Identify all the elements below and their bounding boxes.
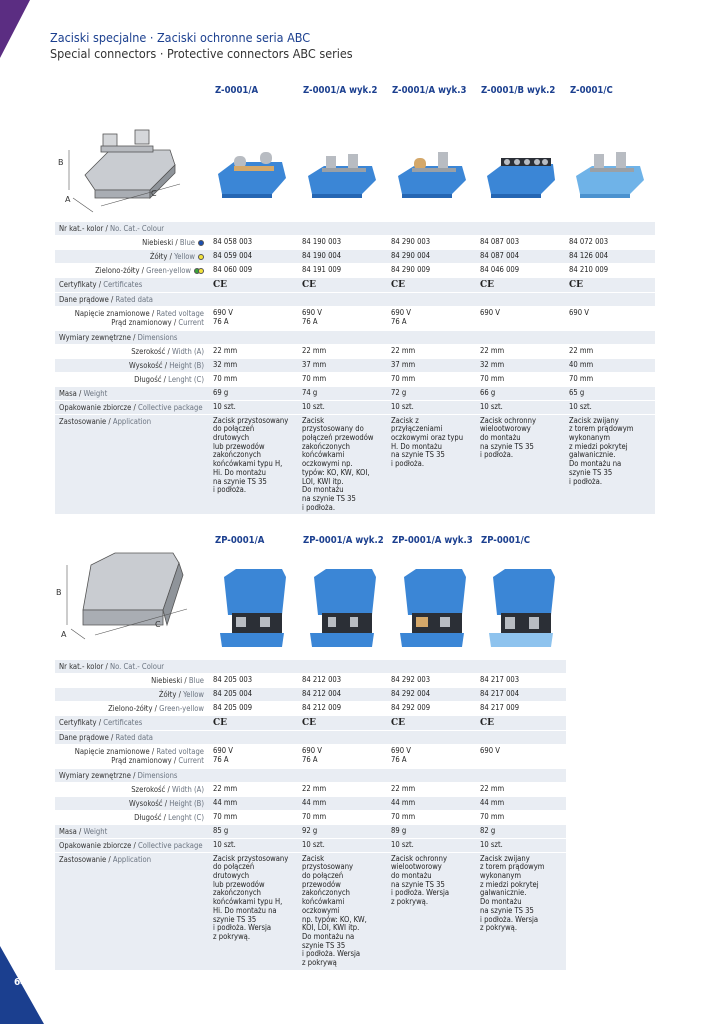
table-cell: 84 190 004 [299, 250, 388, 263]
row-label-en: Green-yellow [159, 704, 204, 713]
table-row: Długość / Lenght (C) 70 mm 70 mm 70 mm 70 mm 70 mm [55, 373, 656, 387]
column-header: Z-0001/B wyk.2 [481, 85, 556, 96]
table-row: Zielono-żółty / Green-yellow 84 060 009 84 191 009 84 290 009 84 046 009 84 210 009 [55, 264, 656, 278]
ce-mark-icon: CE [299, 716, 388, 730]
row-label-en: Width (A) [171, 346, 204, 356]
table-cell: 32 mm [210, 359, 299, 372]
row-label: Prąd znamionowy [111, 318, 172, 328]
column-header: Z-0001/A [215, 85, 259, 96]
ce-mark-icon: CE [210, 278, 299, 292]
table-cell: 84 212 004 [299, 688, 388, 701]
table-cell: 92 g [299, 825, 388, 838]
row-label-en: Lenght (C) [168, 374, 204, 384]
row-label: Opakowanie zbiorcze [59, 402, 132, 412]
table-row: Zastosowanie / Application Zacisk przystosowany do połączeń drutowych lub przewodów zakończonych końcówkami typu H, Hi. Do montażu na szynie TS 35 i podłoża. Zacisk przystosowany do połączeń przewodów zakończonych końcówkami oczkowymi np. typów: KO, KW, KOI, LOI, KWI itp. Do montażu na szynie TS 35 i podłoża. Zacisk z przyłączeniami oczkowymi oraz typu H. Do montażu na szynie TS 35 i podłoża. Zacisk ochronny wielootworowy do montażu na szynie TS 35 i podłoża. Zacisk zwijany z torem prądowym wykonanym z miedzi pokrytej galwanicznie. Do montażu na szynie TS 35 i podłoża. [55, 415, 656, 516]
table-cell: 22 mm [391, 783, 416, 793]
table-cell: 690 V 76 A [302, 308, 322, 327]
table-cell: 82 g [477, 825, 566, 838]
column-header: ZP-0001/A wyk.3 [392, 535, 473, 546]
table-cell: 72 g [388, 387, 477, 400]
row-label-en: Rated voltage [156, 747, 204, 757]
ce-mark-icon: CE [210, 716, 299, 730]
row-label-en: Width (A) [171, 784, 204, 794]
row-label: Certyfikaty [59, 718, 97, 727]
row-label-en: Weight [83, 826, 108, 836]
product-photo [481, 140, 561, 200]
column-header: ZP-0001/A wyk.2 [303, 535, 384, 546]
table-cell: 70 mm [480, 373, 505, 383]
table-row: Szerokość / Width (A) 22 mm 22 mm 22 mm 22 mm [55, 783, 656, 797]
row-label-en: Lenght (C) [168, 812, 204, 822]
application-cell: Zacisk przystosowany do połączeń przewodów zakończonych końcówkami oczkowymi np. typów: KO, KW, KOI, LOI, KWI itp. Do montażu na szynie TS 35 i podłoża. [299, 415, 388, 515]
table-cell: 84 210 009 [569, 265, 609, 274]
table-cell: 84 190 003 [302, 237, 342, 246]
technical-drawing [55, 120, 205, 215]
table-cell: 84 292 004 [388, 688, 477, 701]
row-label-en: Current [178, 318, 204, 328]
table-cell: 22 mm [213, 345, 238, 355]
table-cell: 690 V [569, 308, 589, 318]
table-cell: 84 290 004 [388, 250, 477, 263]
table-cell: 22 mm [391, 345, 416, 355]
table-cell: 89 g [388, 825, 477, 838]
table-cell: 44 mm [388, 797, 477, 810]
row-label: Napięcie znamionowe [74, 747, 150, 757]
yellow-dot-icon [198, 254, 204, 260]
table-cell: 690 V [480, 746, 500, 756]
column-header: Z-0001/A wyk.3 [392, 85, 467, 96]
table-cell: 84 205 009 [213, 703, 253, 712]
product-photo [212, 565, 292, 655]
table-row: Certyfikaty / Certificates CE CE CE CE CE [55, 278, 656, 293]
row-label: Masa [59, 388, 77, 398]
row-label-en: Yellow [183, 690, 204, 699]
application-cell: Zacisk przystosowany do połączeń drutowych lub przewodów zakończonych końcówkami typu H, Hi. Do montażu na szynie TS 35 i podłoża. [210, 415, 299, 515]
product-photo [302, 565, 382, 655]
application-cell: Zacisk ochronny wielootworowy do montażu na szynie TS 35 i podłoża. Wersja z pokrywą. [388, 853, 477, 970]
corner-decoration-top [0, 0, 30, 58]
row-label: Długość [134, 812, 162, 822]
dimension-label-c: C [155, 620, 161, 629]
row-label-en: Dimensions [137, 332, 178, 342]
dimension-label-a: A [65, 195, 71, 204]
table-row: Nr kat.- kolor / No. Cat.- Colour [55, 222, 656, 236]
table-row: Dane prądowe / Rated data [55, 731, 656, 745]
row-label-en: Application [112, 854, 152, 864]
product-photo [570, 140, 650, 200]
row-label-en: Rated data [115, 733, 153, 743]
table-cell: 70 mm [391, 373, 416, 383]
table-cell: 70 mm [569, 373, 594, 383]
row-label-en: Current [178, 756, 204, 766]
table-cell: 10 szt. [299, 401, 388, 414]
table-cell: 84 212 009 [302, 703, 342, 712]
table-cell: 70 mm [213, 811, 238, 821]
table-row: Niebieski / Blue 84 058 003 84 190 003 84 290 003 84 087 003 84 072 003 [55, 236, 656, 250]
row-label: Nr kat.- kolor [59, 662, 104, 671]
dimension-label-a: A [61, 630, 67, 639]
application-cell: Zacisk zwijany z torem prądowym wykonanym z miedzi pokrytej galwanicznie. Do montażu na szynie TS 35 i podłoża. Wersja z pokrywą. [477, 853, 566, 970]
row-label-en: Rated voltage [156, 309, 204, 319]
dimension-label-b: B [58, 158, 64, 167]
dimension-label-b: B [56, 588, 62, 597]
application-cell: Zacisk przystosowany do połączeń przewodów zakończonych końcówkami oczkowymi np. typów: KO, KW, KOI, LOI, KWI itp. Do montażu na szynie TS 35 i podłoża. Wersja z pokrywą [299, 853, 388, 970]
table-row: Żółty / Yellow 84 205 004 84 212 004 84 292 004 84 217 004 [55, 688, 656, 702]
row-label: Zastosowanie [59, 416, 107, 426]
table-row: Dane prądowe / Rated data [55, 293, 656, 307]
table-cell: 84 205 003 [213, 675, 253, 684]
application-cell: Zacisk z przyłączeniami oczkowymi oraz typu H. Do montażu na szynie TS 35 i podłoża. [388, 415, 477, 515]
table-cell: 10 szt. [477, 401, 566, 414]
table-cell: 66 g [477, 387, 566, 400]
table-cell: 84 059 004 [210, 250, 299, 263]
ce-mark-icon: CE [388, 716, 477, 730]
table-cell: 10 szt. [210, 401, 299, 414]
table-cell: 85 g [210, 825, 299, 838]
row-label: Napięcie znamionowe [74, 309, 150, 319]
row-label-en: Certificates [103, 280, 143, 289]
table-cell: 84 060 009 [213, 265, 253, 274]
blue-dot-icon [198, 240, 204, 246]
row-label: Żółty [158, 690, 177, 699]
row-label-en: Dimensions [137, 770, 178, 780]
spec-table-1 [55, 222, 656, 515]
table-cell: 70 mm [302, 811, 327, 821]
application-cell: Zacisk ochronny wielootworowy do montażu na szynie TS 35 i podłoża. [477, 415, 566, 515]
table-cell: 690 V 76 A [391, 308, 411, 327]
table-cell: 10 szt. [299, 839, 388, 852]
table-cell: 22 mm [480, 345, 505, 355]
table-cell: 84 058 003 [213, 237, 253, 246]
table-cell: 84 292 009 [391, 703, 431, 712]
table-row: Napięcie znamionowe / Rated voltage Prąd znamionowy / Current 690 V 76 A 690 V 76 A 690 V 76 A 690 V 690 V [55, 307, 656, 330]
row-label-en: Application [112, 416, 152, 426]
technical-drawing [55, 545, 205, 645]
table-cell: 70 mm [302, 373, 327, 383]
product-photo [212, 140, 292, 200]
table-row: Długość / Lenght (C) 70 mm 70 mm 70 mm 70 mm [55, 811, 656, 825]
table-cell: 44 mm [477, 797, 566, 810]
table-cell: 690 V [480, 308, 500, 318]
column-header: Z-0001/A wyk.2 [303, 85, 378, 96]
row-label-en: Blue [179, 238, 195, 247]
row-label: Wymiary zewnętrzne [59, 770, 131, 780]
table-row: Certyfikaty / Certificates CE CE CE CE [55, 716, 656, 731]
table-row: Masa / Weight 69 g 74 g 72 g 66 g 65 g [55, 387, 656, 401]
product-photo [392, 565, 472, 655]
table-row: Szerokość / Width (A) 22 mm 22 mm 22 mm 22 mm 22 mm [55, 345, 656, 359]
ce-mark-icon: CE [477, 716, 566, 730]
table-cell: 10 szt. [477, 839, 566, 852]
row-label-en: Rated data [115, 295, 153, 305]
row-label: Zielono-żółty [108, 704, 153, 713]
row-label: Niebieski [142, 238, 174, 247]
row-label-en: Yellow [174, 252, 195, 261]
row-label: Żółty [149, 252, 168, 261]
table-cell: 84 292 003 [391, 675, 431, 684]
table-row: Opakowanie zbiorcze / Collective package 10 szt. 10 szt. 10 szt. 10 szt. [55, 839, 656, 853]
table-row: Masa / Weight 85 g 92 g 89 g 82 g [55, 825, 656, 839]
table-cell: 10 szt. [210, 839, 299, 852]
table-cell: 84 290 003 [391, 237, 431, 246]
row-label-en: Blue [188, 676, 204, 685]
table-row: Napięcie znamionowe / Rated voltage Prąd znamionowy / Current 690 V 76 A 690 V 76 A 690 V 76 A 690 V [55, 745, 656, 768]
table-cell: 69 g [210, 387, 299, 400]
table-cell: 84 072 003 [569, 237, 609, 246]
table-cell: 70 mm [480, 811, 505, 821]
table-row: Wysokość / Height (B) 44 mm 44 mm 44 mm 44 mm [55, 797, 656, 811]
page-number: 64 [14, 977, 27, 988]
table-cell: 690 V 76 A [213, 746, 233, 765]
table-cell: 84 290 009 [391, 265, 431, 274]
column-header: ZP-0001/C [481, 535, 531, 546]
table-cell: 10 szt. [566, 401, 655, 414]
table-cell: 690 V 76 A [302, 746, 322, 765]
table-row: Zastosowanie / Application Zacisk przystosowany do połączeń drutowych lub przewodów zakończonych końcówkami typu H, Hi. Do montażu na szynie TS 35 i podłoża. Wersja z pokrywą. Zacisk przystosowany do połączeń przewodów zakończonych końcówkami oczkowymi np. typów: KO, KW, KOI, LOI, KWI itp. Do montażu na szynie TS 35 i podłoża. Wersja z pokrywą Zacisk ochronny wielootworowy do montażu na szynie TS 35 i podłoża. Wersja z pokrywą. Zacisk zwijany z torem prądowym wykonanym z miedzi pokrytej galwanicznie. Do montażu na szynie TS 35 i podłoża. Wersja z pokrywą. [55, 853, 656, 971]
table-cell: 37 mm [299, 359, 388, 372]
table-cell: 65 g [566, 387, 655, 400]
row-label: Dane prądowe [59, 733, 109, 743]
table-cell: 84 087 004 [477, 250, 566, 263]
ce-mark-icon: CE [388, 278, 477, 292]
row-label-en: Height (B) [169, 798, 204, 808]
row-label: Zastosowanie [59, 854, 107, 864]
table-cell: 22 mm [480, 783, 505, 793]
table-cell: 690 V 76 A [391, 746, 411, 765]
yellow-dot-icon [198, 268, 204, 274]
table-cell: 70 mm [391, 811, 416, 821]
row-label-en: Collective package [138, 840, 203, 850]
application-cell: Zacisk przystosowany do połączeń drutowych lub przewodów zakończonych końcówkami typu H, Hi. Do montażu na szynie TS 35 i podłoża. Wersja z pokrywą. [210, 853, 299, 970]
table-cell: 84 191 009 [302, 265, 342, 274]
table-row: Żółty / Yellow 84 059 004 84 190 004 84 290 004 84 087 004 84 126 004 [55, 250, 656, 264]
row-label: Szerokość [131, 346, 166, 356]
table-cell: 10 szt. [388, 401, 477, 414]
product-photo [392, 140, 472, 200]
table-row: Wymiary zewnętrzne / Dimensions [55, 769, 656, 783]
table-cell: 84 205 004 [210, 688, 299, 701]
table-cell: 84 217 009 [480, 703, 520, 712]
table-row: Niebieski / Blue 84 205 003 84 212 003 84 292 003 84 217 003 [55, 674, 656, 688]
table-row: Nr kat.- kolor / No. Cat.- Colour [55, 660, 656, 674]
table-row: Wysokość / Height (B) 32 mm 37 mm 37 mm 32 mm 40 mm [55, 359, 656, 373]
row-label: Nr kat.- kolor [59, 224, 104, 233]
table-cell: 22 mm [569, 345, 594, 355]
table-cell: 22 mm [213, 783, 238, 793]
table-cell: 84 046 009 [480, 265, 520, 274]
row-label-en: Height (B) [169, 360, 204, 370]
row-label-en: No. Cat.- Colour [109, 224, 165, 233]
table-cell: 84 212 003 [302, 675, 342, 684]
row-label: Dane prądowe [59, 295, 109, 305]
row-label-en: Green-yellow [146, 266, 191, 275]
table-cell: 70 mm [213, 373, 238, 383]
row-label: Wysokość [128, 360, 163, 370]
row-label: Masa [59, 826, 77, 836]
table-cell: 84 217 003 [480, 675, 520, 684]
row-label-en: No. Cat.- Colour [109, 662, 165, 671]
ce-mark-icon: CE [299, 278, 388, 292]
table-cell: 40 mm [566, 359, 655, 372]
table-row: Zielono-żółty / Green-yellow 84 205 009 84 212 009 84 292 009 84 217 009 [55, 702, 656, 716]
row-label: Certyfikaty [59, 280, 97, 289]
table-cell: 32 mm [477, 359, 566, 372]
row-label: Niebieski [151, 676, 183, 685]
table-cell: 84 126 004 [566, 250, 655, 263]
row-label: Szerokość [131, 784, 166, 794]
row-label-en: Certificates [103, 718, 143, 727]
row-label: Długość [134, 374, 162, 384]
row-label-en: Collective package [138, 402, 203, 412]
column-header: Z-0001/C [570, 85, 613, 96]
dimension-label-c: C [151, 189, 157, 198]
row-label-en: Weight [83, 388, 108, 398]
table-cell: 44 mm [210, 797, 299, 810]
row-label: Zielono-żółty [95, 266, 140, 275]
row-label: Opakowanie zbiorcze [59, 840, 132, 850]
application-cell: Zacisk zwijany z torem prądowym wykonanym z miedzi pokrytej galwanicznie. Do montażu na szynie TS 35 i podłoża. [566, 415, 655, 515]
table-cell: 22 mm [302, 783, 327, 793]
table-cell: 10 szt. [388, 839, 477, 852]
table-row: Opakowanie zbiorcze / Collective package 10 szt. 10 szt. 10 szt. 10 szt. 10 szt. [55, 401, 656, 415]
product-photo [302, 140, 382, 200]
table-row: Wymiary zewnętrzne / Dimensions [55, 331, 656, 345]
page-subtitle: Special connectors · Protective connectors ABC series [50, 46, 353, 61]
table-cell: 74 g [299, 387, 388, 400]
row-label: Wymiary zewnętrzne [59, 332, 131, 342]
row-label: Wysokość [128, 798, 163, 808]
row-label: Prąd znamionowy [111, 756, 172, 766]
ce-mark-icon: CE [566, 278, 655, 292]
table-cell: 37 mm [388, 359, 477, 372]
table-cell: 22 mm [302, 345, 327, 355]
table-cell: 44 mm [299, 797, 388, 810]
column-header: ZP-0001/A [215, 535, 265, 546]
spec-table-2 [55, 660, 656, 971]
table-cell: 84 217 004 [477, 688, 566, 701]
ce-mark-icon: CE [477, 278, 566, 292]
table-cell: 84 087 003 [480, 237, 520, 246]
product-photo [481, 565, 561, 655]
page-title: Zaciski specjalne · Zaciski ochronne seria ABC [50, 30, 311, 45]
table-cell: 690 V 76 A [213, 308, 233, 327]
